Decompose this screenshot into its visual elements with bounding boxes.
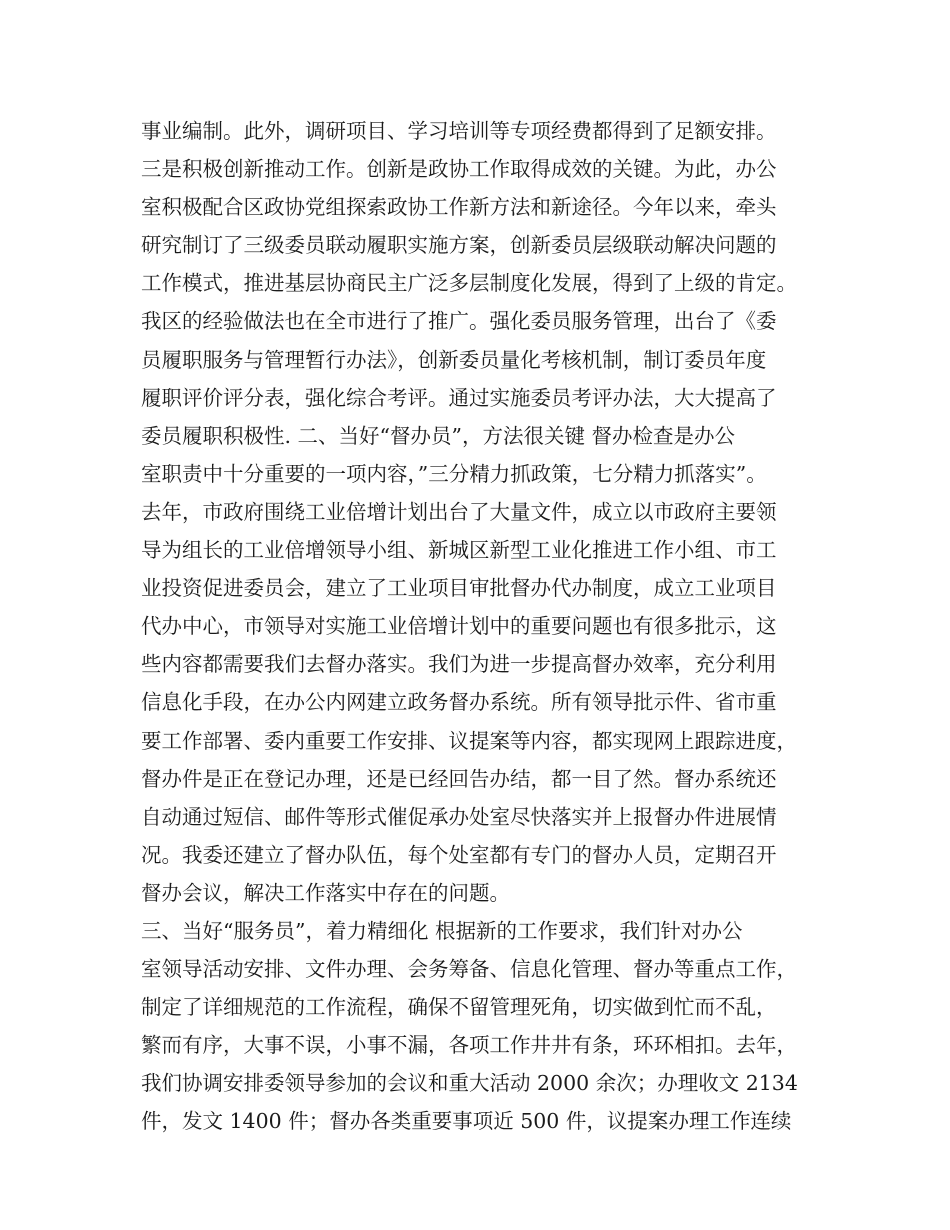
text-line: 代办中心，市领导对实施工业倍增计划中的重要问题也有很多批示，这: [141, 614, 777, 639]
text-line: 室积极配合区政协党组探索政协工作新方法和新途径。今年以来，牵头: [141, 195, 777, 220]
text-line: 繁而有序，大事不误，小事不漏，各项工作井井有条，环环相扣。去年，: [141, 1033, 797, 1058]
text-line: 员履职服务与管理暂行办法》，创新委员量化考核机制，制订委员年度: [141, 347, 767, 372]
text-line: 事业编制。此外，调研项目、学习培训等专项经费都得到了足额安排。: [141, 119, 777, 143]
text-line: 督办件是正在登记办理，还是已经回告办结，都一目了然。督办系统还: [141, 766, 777, 791]
text-line: 自动通过短信、邮件等形式催促承办处室尽快落实并上报督办件进展情: [141, 804, 777, 829]
text-line: 工作模式，推进基层协商民主广泛多层制度化发展，得到了上级的肯定。: [141, 271, 797, 296]
text-line: 信息化手段，在办公内网建立政务督办系统。所有领导批示件、省市重: [141, 690, 777, 715]
text-line: 业投资促进委员会，建立了工业项目审批督办代办制度，成立工业项目: [141, 576, 777, 601]
text-line: 委员履职积极性. 二、当好“督办员”，方法很关键 督办检查是办公: [141, 423, 736, 448]
text-line: 我区的经验做法也在全市进行了推广。强化委员服务管理，出台了《委: [141, 309, 777, 334]
text-line: 室职责中十分重要的一项内容，”三分精力抓政策，七分精力抓落实”。: [141, 461, 767, 486]
text-line: 三是积极创新推动工作。创新是政协工作取得成效的关键。为此，办公: [141, 157, 777, 182]
text-line: 些内容都需要我们去督办落实。我们为进一步提高督办效率，充分利用: [141, 652, 777, 677]
text-line: 去年，市政府围绕工业倍增计划出台了大量文件，成立以市政府主要领: [141, 499, 777, 524]
text-line: 况。我委还建立了督办队伍，每个处室都有专门的督办人员，定期召开: [141, 842, 777, 867]
text-line: 件，发文 1400 件；督办各类重要事项近 500 件，议提案办理工作连续: [141, 1109, 792, 1134]
text-line: 要工作部署、委内重要工作安排、议提案等内容，都实现网上跟踪进度，: [141, 728, 797, 753]
text-line: 研究制订了三级委员联动履职实施方案，创新委员层级联动解决问题的: [141, 233, 777, 258]
text-line: 我们协调安排委领导参加的会议和重大活动 2000 余次；办理收文 2134: [141, 1071, 798, 1096]
text-line: 三、当好“服务员”，着力精细化 根据新的工作要求，我们针对办公: [141, 918, 743, 943]
text-line: 室领导活动安排、文件办理、会务筹备、信息化管理、督办等重点工作，: [141, 957, 797, 982]
text-line: 履职评价评分表，强化综合考评。通过实施委员考评办法，大大提高了: [141, 385, 777, 410]
text-line: 督办会议，解决工作落实中存在的问题。: [141, 880, 510, 905]
body-text: [141, 112, 831, 1141]
text-line: 制定了详细规范的工作流程，确保不留管理死角，切实做到忙而不乱，: [141, 995, 777, 1020]
text-line: 导为组长的工业倍增领导小组、新城区新型工业化推进工作小组、市工: [141, 538, 777, 563]
